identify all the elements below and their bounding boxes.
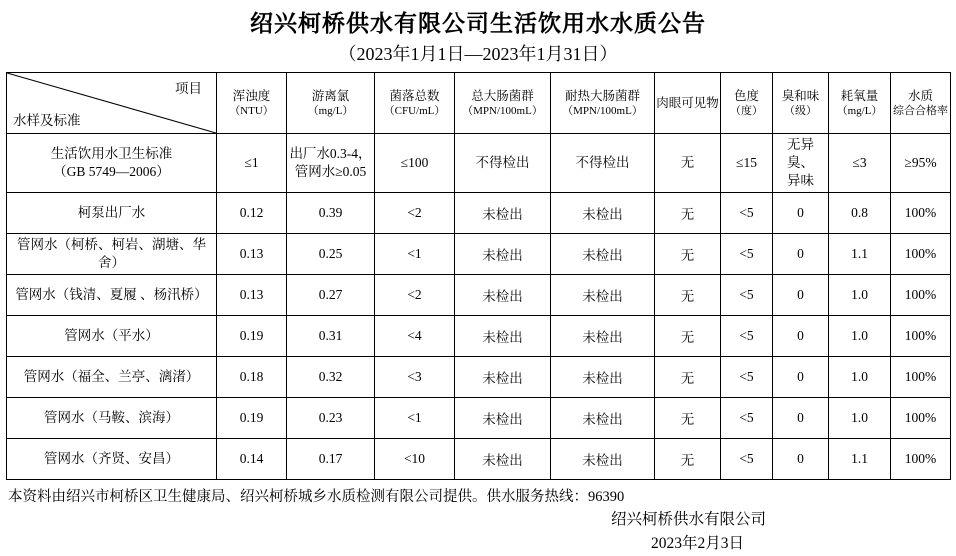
table-row bbox=[7, 397, 951, 438]
cell-oxygen-consumption: 1.0 bbox=[829, 397, 891, 438]
column-header-name: 色度 bbox=[733, 88, 759, 103]
row-label: 管网水（齐贤、安昌） bbox=[7, 438, 217, 479]
cell-standard-oxygen-consumption: ≤3 bbox=[829, 134, 891, 192]
cell-odor-taste: 0 bbox=[773, 438, 829, 479]
column-header-overall-pass-rate bbox=[891, 73, 951, 134]
column-header-name: 浑浊度 bbox=[232, 88, 271, 103]
cell-free-chlorine: 0.31 bbox=[287, 315, 375, 356]
cell-standard-total-coliform: 不得检出 bbox=[455, 134, 551, 192]
cell-free-chlorine: 0.23 bbox=[287, 397, 375, 438]
cell-visible-matter: 无 bbox=[655, 192, 721, 233]
column-header-chroma bbox=[721, 73, 773, 134]
corner-row-label: 水样及标准 bbox=[13, 113, 81, 129]
cell-chroma: <5 bbox=[721, 192, 773, 233]
cell-thermotolerant-coliform: 未检出 bbox=[551, 315, 655, 356]
column-header-name: 游离氯 bbox=[311, 88, 350, 103]
corner-column-label: 项目 bbox=[175, 81, 202, 97]
cell-total-coliform: 未检出 bbox=[455, 274, 551, 315]
cell-total-coliform: 未检出 bbox=[455, 397, 551, 438]
cell-odor-taste: 0 bbox=[773, 397, 829, 438]
row-label: 管网水（马鞍、滨海） bbox=[7, 397, 217, 438]
row-label-standard bbox=[7, 134, 217, 192]
cell-odor-taste: 0 bbox=[773, 274, 829, 315]
page-subtitle: （2023年1月1日—2023年1月31日） bbox=[338, 43, 618, 64]
cell-total-coliform: 未检出 bbox=[455, 438, 551, 479]
cell-chroma: <5 bbox=[721, 356, 773, 397]
cell-turbidity: 0.13 bbox=[217, 274, 287, 315]
cell-overall-pass-rate: 100% bbox=[891, 315, 951, 356]
column-header-unit: （CFU/mL） bbox=[383, 105, 446, 118]
column-header-unit: （mg/L） bbox=[307, 105, 354, 118]
column-header-unit: （MPN/100mL） bbox=[562, 105, 643, 118]
cell-turbidity: 0.19 bbox=[217, 397, 287, 438]
row-label: 管网水（平水） bbox=[7, 315, 217, 356]
column-header-name: 菌落总数 bbox=[389, 88, 440, 103]
cell-visible-matter: 无 bbox=[655, 397, 721, 438]
column-header-total-coliform bbox=[455, 73, 551, 134]
cell-line1: 无异臭、 bbox=[787, 137, 814, 171]
column-header-oxygen-consumption bbox=[829, 73, 891, 134]
cell-colony-count: <1 bbox=[375, 397, 455, 438]
cell-colony-count: <10 bbox=[375, 438, 455, 479]
cell-turbidity: 0.12 bbox=[217, 192, 287, 233]
column-header-free-chlorine bbox=[287, 73, 375, 134]
row-label: 管网水（柯桥、柯岩、湖塘、华舍） bbox=[7, 233, 217, 274]
column-header-name: 水质 bbox=[907, 88, 933, 103]
cell-thermotolerant-coliform: 未检出 bbox=[551, 274, 655, 315]
cell-free-chlorine: 0.25 bbox=[287, 233, 375, 274]
cell-turbidity: 0.14 bbox=[217, 438, 287, 479]
cell-total-coliform: 未检出 bbox=[455, 233, 551, 274]
cell-free-chlorine: 0.17 bbox=[287, 438, 375, 479]
cell-standard-odor-taste bbox=[773, 134, 829, 192]
cell-oxygen-consumption: 1.0 bbox=[829, 274, 891, 315]
cell-thermotolerant-coliform: 未检出 bbox=[551, 356, 655, 397]
cell-free-chlorine: 0.39 bbox=[287, 192, 375, 233]
column-header-name: 肉眼可见物 bbox=[656, 96, 719, 111]
cell-odor-taste: 0 bbox=[773, 192, 829, 233]
cell-oxygen-consumption: 1.1 bbox=[829, 438, 891, 479]
cell-chroma: <5 bbox=[721, 438, 773, 479]
table-row-standard bbox=[7, 134, 951, 192]
column-header-colony-count bbox=[375, 73, 455, 134]
cell-oxygen-consumption: 1.1 bbox=[829, 233, 891, 274]
cell-thermotolerant-coliform: 未检出 bbox=[551, 192, 655, 233]
cell-standard-turbidity: ≤1 bbox=[217, 134, 287, 192]
footer-date: 2023年2月3日 bbox=[650, 535, 744, 553]
cell-total-coliform: 未检出 bbox=[455, 315, 551, 356]
cell-chroma: <5 bbox=[721, 274, 773, 315]
table-row bbox=[7, 438, 951, 479]
column-header-visible-matter bbox=[655, 73, 721, 134]
cell-overall-pass-rate: 100% bbox=[891, 274, 951, 315]
cell-turbidity: 0.19 bbox=[217, 315, 287, 356]
table-row bbox=[7, 356, 951, 397]
cell-visible-matter: 无 bbox=[655, 438, 721, 479]
cell-overall-pass-rate: 100% bbox=[891, 397, 951, 438]
cell-standard-colony-count: ≤100 bbox=[375, 134, 455, 192]
table-row bbox=[7, 233, 951, 274]
page-title: 绍兴柯桥供水有限公司生活饮用水水质公告 bbox=[250, 11, 706, 36]
cell-overall-pass-rate: 100% bbox=[891, 356, 951, 397]
column-header-name: 耐热大肠菌群 bbox=[564, 88, 640, 103]
cell-standard-overall-pass-rate: ≥95% bbox=[891, 134, 951, 192]
cell-chroma: <5 bbox=[721, 233, 773, 274]
cell-thermotolerant-coliform: 未检出 bbox=[551, 397, 655, 438]
table-header-row bbox=[7, 73, 951, 134]
standard-name-line1: 生活饮用水卫生标准 bbox=[50, 146, 173, 162]
cell-free-chlorine: 0.32 bbox=[287, 356, 375, 397]
water-quality-table bbox=[6, 72, 951, 479]
cell-colony-count: <1 bbox=[375, 233, 455, 274]
column-header-unit: 综合合格率 bbox=[893, 105, 948, 118]
cell-standard-free-chlorine bbox=[287, 134, 375, 192]
table-row bbox=[7, 274, 951, 315]
column-header-thermotolerant-coliform bbox=[551, 73, 655, 134]
cell-colony-count: <4 bbox=[375, 315, 455, 356]
cell-odor-taste: 0 bbox=[773, 356, 829, 397]
cell-line2: 管网水≥0.05 bbox=[294, 163, 367, 179]
cell-line1: 出厂水0.3-4， bbox=[289, 146, 372, 162]
column-header-name: 臭和味 bbox=[781, 88, 820, 103]
cell-standard-thermotolerant-coliform: 不得检出 bbox=[551, 134, 655, 192]
cell-odor-taste: 0 bbox=[773, 233, 829, 274]
cell-line2: 异味 bbox=[787, 172, 814, 188]
cell-colony-count: <2 bbox=[375, 274, 455, 315]
row-label: 管网水（福全、兰亭、漓渚） bbox=[7, 356, 217, 397]
column-header-unit: （级） bbox=[784, 105, 817, 118]
column-header-unit: （度） bbox=[730, 105, 763, 118]
footer-company: 绍兴柯桥供水有限公司 bbox=[610, 511, 766, 529]
cell-visible-matter: 无 bbox=[655, 274, 721, 315]
table-row bbox=[7, 315, 951, 356]
cell-total-coliform: 未检出 bbox=[455, 356, 551, 397]
cell-colony-count: <2 bbox=[375, 192, 455, 233]
cell-visible-matter: 无 bbox=[655, 315, 721, 356]
cell-turbidity: 0.18 bbox=[217, 356, 287, 397]
cell-colony-count: <3 bbox=[375, 356, 455, 397]
row-label: 管网水（钱清、夏履 、杨汛桥） bbox=[7, 274, 217, 315]
cell-oxygen-consumption: 1.0 bbox=[829, 356, 891, 397]
cell-odor-taste: 0 bbox=[773, 315, 829, 356]
footer-note: 本资料由绍兴市柯桥区卫生健康局、绍兴柯桥城乡水质检测有限公司提供。供水服务热线：96390 bbox=[8, 488, 625, 505]
column-header-name: 总大肠菌群 bbox=[471, 88, 534, 103]
cell-visible-matter: 无 bbox=[655, 356, 721, 397]
column-header-unit: （MPN/100mL） bbox=[462, 105, 543, 118]
column-header-unit: （mg/L） bbox=[836, 105, 883, 118]
cell-overall-pass-rate: 100% bbox=[891, 233, 951, 274]
column-header-name: 耗氧量 bbox=[840, 88, 879, 103]
cell-free-chlorine: 0.27 bbox=[287, 274, 375, 315]
cell-overall-pass-rate: 100% bbox=[891, 438, 951, 479]
cell-total-coliform: 未检出 bbox=[455, 192, 551, 233]
column-header-turbidity bbox=[217, 73, 287, 134]
cell-standard-chroma: ≤15 bbox=[721, 134, 773, 192]
standard-name-line2: （GB 5749—2006） bbox=[53, 163, 170, 179]
table-corner-header bbox=[7, 73, 217, 134]
cell-oxygen-consumption: 0.8 bbox=[829, 192, 891, 233]
cell-thermotolerant-coliform: 未检出 bbox=[551, 233, 655, 274]
column-header-unit: （NTU） bbox=[229, 105, 274, 118]
cell-chroma: <5 bbox=[721, 315, 773, 356]
row-label: 柯泵出厂水 bbox=[7, 192, 217, 233]
cell-turbidity: 0.13 bbox=[217, 233, 287, 274]
cell-standard-visible-matter: 无 bbox=[655, 134, 721, 192]
cell-thermotolerant-coliform: 未检出 bbox=[551, 438, 655, 479]
cell-chroma: <5 bbox=[721, 397, 773, 438]
cell-overall-pass-rate: 100% bbox=[891, 192, 951, 233]
cell-oxygen-consumption: 1.0 bbox=[829, 315, 891, 356]
cell-visible-matter: 无 bbox=[655, 233, 721, 274]
column-header-odor-taste bbox=[773, 73, 829, 134]
table-row bbox=[7, 192, 951, 233]
